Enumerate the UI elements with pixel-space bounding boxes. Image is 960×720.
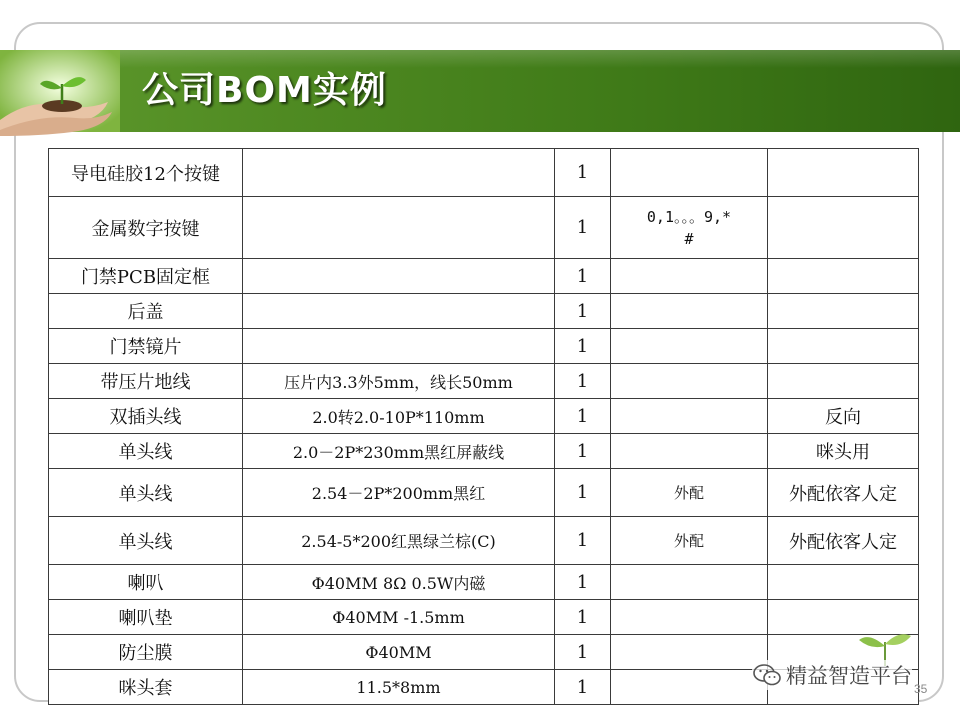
quantity-cell: 1 [555,469,611,517]
note-cell: 0,1。。。9,* # [611,197,768,259]
item-name-cell: 防尘膜 [49,635,243,670]
quantity-cell: 1 [555,149,611,197]
spec-cell [243,329,555,364]
spec-cell: 2.54-5*200红黑绿兰棕(C) [243,517,555,565]
quantity-cell: 1 [555,565,611,600]
item-name-cell: 单头线 [49,434,243,469]
spec-cell: 2.0转2.0-10P*110mm [243,399,555,434]
spec-cell [243,149,555,197]
wechat-icon [752,663,782,687]
table-row [49,434,919,469]
table-row [49,399,919,434]
note-cell [611,259,768,294]
note-cell [611,434,768,469]
remark-cell [768,329,919,364]
note-cell [611,635,768,670]
remark-cell: 反向 [768,399,919,434]
note-cell [611,399,768,434]
item-name-cell: 喇叭垫 [49,600,243,635]
table-row [49,565,919,600]
note-cell [611,565,768,600]
page-number: 35 [914,682,928,696]
note-cell: 外配 [611,469,768,517]
spec-cell: Φ40MM [243,635,555,670]
quantity-cell: 1 [555,635,611,670]
item-name-cell: 单头线 [49,469,243,517]
note-cell [611,600,768,635]
remark-cell: 咪头用 [768,434,919,469]
quantity-cell: 1 [555,197,611,259]
hands-with-sprout-logo [0,40,120,136]
note-cell [611,149,768,197]
quantity-cell: 1 [555,399,611,434]
item-name-cell: 喇叭 [49,565,243,600]
remark-cell: 外配依客人定 [768,469,919,517]
quantity-cell: 1 [555,434,611,469]
table-row [49,517,919,565]
watermark [752,660,912,690]
item-name-cell: 门禁镜片 [49,329,243,364]
note-cell [611,670,768,705]
table-row [49,149,919,197]
quantity-cell: 1 [555,364,611,399]
item-name-cell: 单头线 [49,517,243,565]
remark-cell [768,364,919,399]
remark-cell [768,197,919,259]
table-row [49,259,919,294]
note-cell: 外配 [611,517,768,565]
item-name-cell: 双插头线 [49,399,243,434]
item-name-cell: 导电硅胶12个按键 [49,149,243,197]
spec-cell: 压片内3.3外5mm，线长50mm [243,364,555,399]
spec-cell: 11.5*8mm [243,670,555,705]
remark-cell [768,565,919,600]
table-row [49,600,919,635]
spec-cell [243,259,555,294]
watermark-text: 精益智造平台 [786,664,912,688]
note-cell [611,294,768,329]
item-name-cell: 门禁PCB固定框 [49,259,243,294]
bom-table-body [49,149,919,705]
item-name-cell: 带压片地线 [49,364,243,399]
spec-cell: 2.0－2P*230mm黑红屏蔽线 [243,434,555,469]
note-cell [611,329,768,364]
table-row [49,294,919,329]
slide-title: 公司BOM实例 [142,70,387,111]
quantity-cell: 1 [555,670,611,705]
spec-cell: 2.54－2P*200mm黑红 [243,469,555,517]
quantity-cell: 1 [555,259,611,294]
bom-table [48,148,919,705]
spec-cell [243,197,555,259]
spec-cell: Φ40MM -1.5mm [243,600,555,635]
quantity-cell: 1 [555,329,611,364]
note-cell [611,364,768,399]
quantity-cell: 1 [555,600,611,635]
table-row [49,364,919,399]
table-row [49,469,919,517]
spec-cell [243,294,555,329]
remark-cell [768,294,919,329]
item-name-cell: 后盖 [49,294,243,329]
remark-cell [768,259,919,294]
item-name-cell: 金属数字按键 [49,197,243,259]
table-row [49,197,919,259]
remark-cell: 外配依客人定 [768,517,919,565]
table-row [49,329,919,364]
quantity-cell: 1 [555,294,611,329]
remark-cell [768,149,919,197]
quantity-cell: 1 [555,517,611,565]
spec-cell: Φ40MM 8Ω 0.5W内磁 [243,565,555,600]
item-name-cell: 咪头套 [49,670,243,705]
